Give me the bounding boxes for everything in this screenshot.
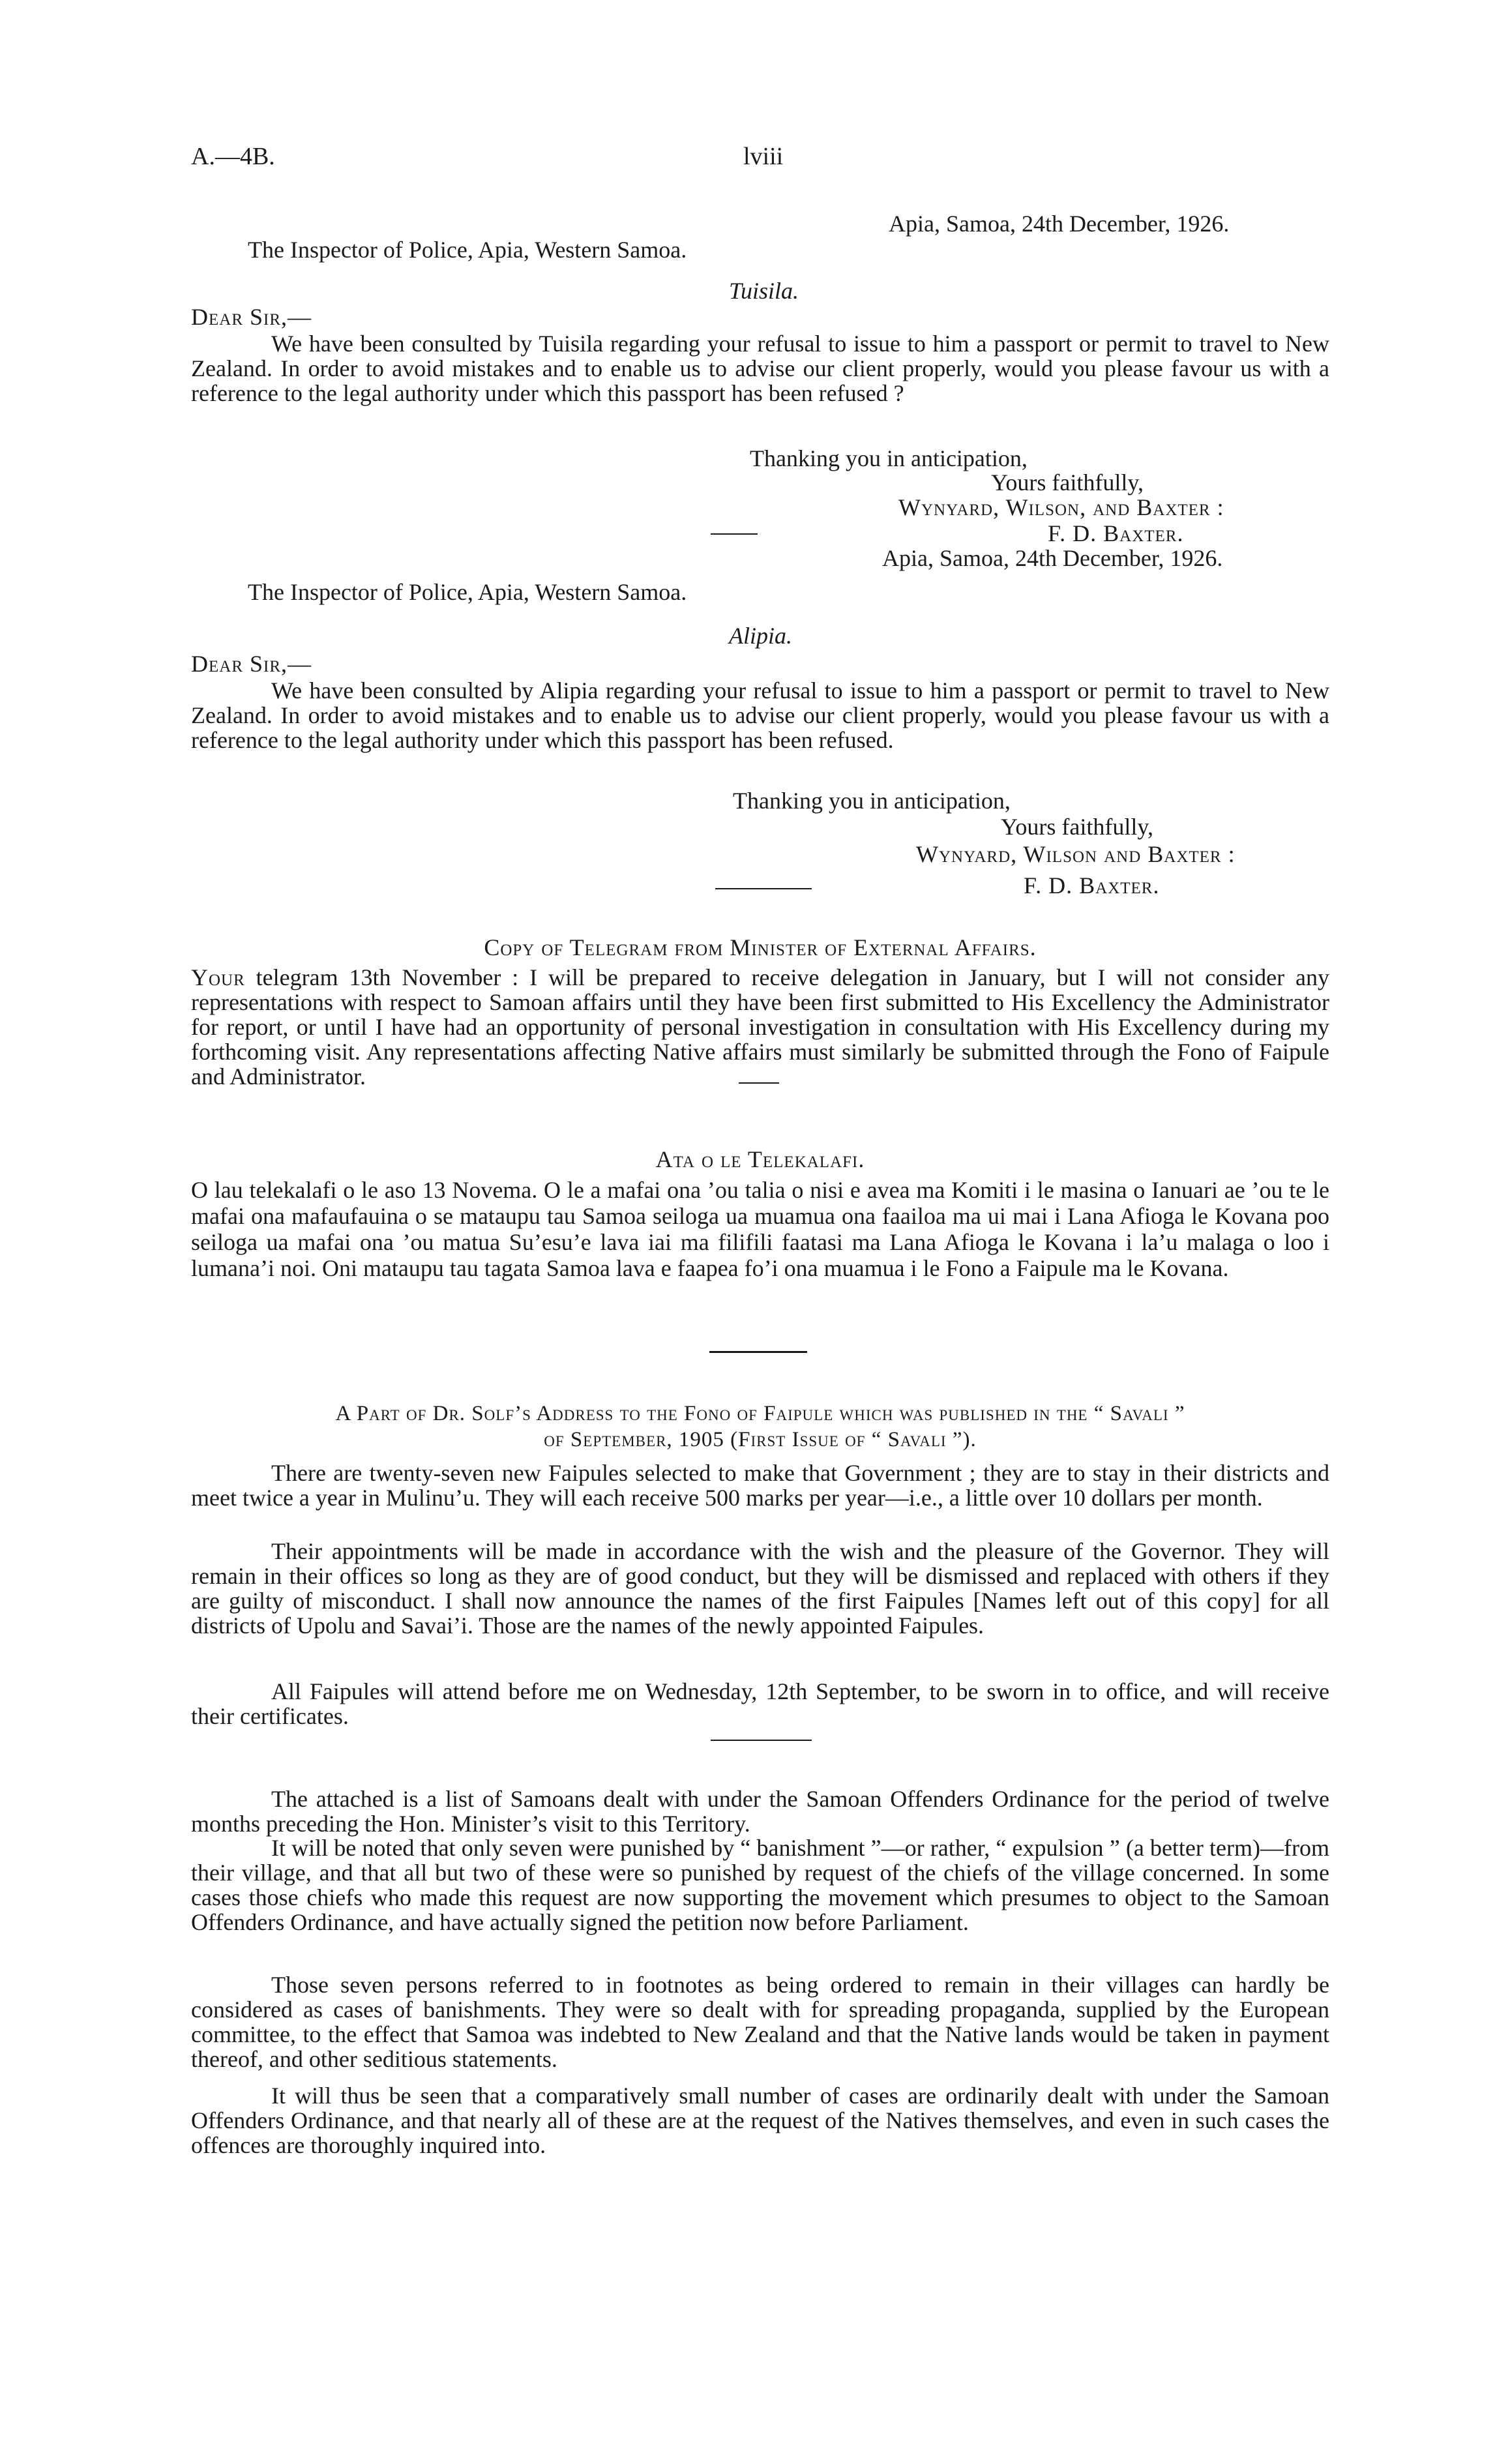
solf-heading-line1: A Part of Dr. Solf’s Address to the Fono of Faipule which was published in the “ Savali ” (335, 1402, 1185, 1425)
telegram-lead: Your (191, 964, 245, 990)
offenders-para2: It will be noted that only seven were punished by “ banishment ”—or rather, “ expulsion ” (a better term)—from their village, and that all but two of these were so punished by request of the chiefs of the village concerned. In some cases those chiefs who made this request are now supporting the movement which presumes to object to the Samoan Offenders Ordinance, and have actually signed the petition now before Parliament. (191, 1835, 1329, 1935)
telegram-text: telegram 13th November : I will be prepared to receive delegation in January, but I will not consider any representations with respect to Samoan affairs until they have been first submitted to His Excellency the Administrator for report, or until I have had an opportunity of personal investigation in consultation with His Excellency during my forthcoming visit. Any representations affecting Native affairs must similarly be submitted through the Fono of Faipule and Administrator. (191, 964, 1329, 1090)
samoan-heading: Ata o le Telekalafi. (655, 1146, 865, 1172)
page-number: lviii (743, 143, 784, 170)
solf-divider (711, 1740, 812, 1741)
offenders-para4: It will thus be seen that a comparatively small number of cases are ordinarily dealt with under the Samoan Offenders Ordinance, and that nearly all of these are at the request of the Natives themselves, and even in such cases the offences are thoroughly inquired into. (191, 2083, 1329, 2158)
letter2-firm: Wynyard, Wilson and Baxter : (916, 841, 1236, 867)
letter1-addressee: The Inspector of Police, Apia, Western Samoa. (248, 237, 687, 263)
letter2-closing1: Thanking you in anticipation, (733, 788, 1011, 814)
letter2-signatory: F. D. Baxter. (1024, 872, 1160, 898)
letter1-signatory: F. D. Baxter. (1048, 520, 1184, 546)
telegram-heading: Copy of Telegram from Minister of External Affairs. (484, 934, 1037, 960)
letter1-signature-rule (711, 533, 758, 535)
letter2-subject: Alipia. (729, 623, 792, 649)
letter1-closing2: Yours faithfully, (991, 469, 1144, 496)
letter2-date: Apia, Samoa, 24th December, 1926. (882, 545, 1223, 571)
offenders-para1: The attached is a list of Samoans dealt with under the Samoan Offenders Ordinance for the period of twelve months preceding the Hon. Minister’s visit to this Territory. (191, 1786, 1329, 1837)
page-header-ref: A.—4B. (191, 143, 275, 170)
letter2-closing2: Yours faithfully, (1001, 814, 1154, 840)
letter1-firm: Wynyard, Wilson, and Baxter : (898, 494, 1224, 520)
letter1-subject: Tuisila. (729, 278, 799, 304)
samoan-body: O lau telekalafi o le aso 13 Novema. O le a mafai ona ’ou talia o nisi e avea ma Komiti i le masina o Ianuari ae ’ou te le mafai ona mafaufauina o se mataupu tau Samoa seiloga ua muamua ona faailoa ma ui mai i Lana Afioga le Kovana poo seiloga ua mafai ona ’ou matua Su’esu’e lava iai ma filifili faatasi ma Lana Afioga le Kovana i la’u malaga o loo i lumana’i noi. Oni mataupu tau tagata Samoa lava e faapea fo’i ona muamua i le Fono a Faipule ma le Kovana. (191, 1177, 1329, 1281)
letter1-date: Apia, Samoa, 24th December, 1926. (889, 211, 1230, 237)
solf-para2: Their appointments will be made in accordance with the wish and the pleasure of the Governor. They will remain in their offices so long as they are of good conduct, but they will be dismissed and replaced with others if they are guilty of misconduct. I shall now announce the names of the first Faipules [Names left out of this copy] for all districts of Upolu and Savai’i. Those are the names of the newly appointed Faipules. (191, 1538, 1329, 1639)
solf-para1: There are twenty-seven new Faipules selected to make that Government ; they are to stay in their districts and meet twice a year in Mulinu’u. They will each receive 500 marks per year—i.e., a little over 10 dollars per month. (191, 1460, 1329, 1511)
letter1-body: We have been consulted by Tuisila regarding your refusal to issue to him a passport or permit to travel to New Zealand. In order to avoid mistakes and to enable us to advise our client properly, would you please favour us with a reference to the legal authority under which this passport has been refused ? (191, 331, 1329, 406)
letter2-signature-rule (715, 888, 812, 889)
letter2-addressee: The Inspector of Police, Apia, Western Samoa. (248, 579, 687, 605)
samoan-divider (709, 1351, 807, 1353)
telegram-body (191, 965, 1329, 1089)
letter1-salutation: Dear Sir,— (191, 304, 312, 330)
offenders-para3: Those seven persons referred to in footnotes as being ordered to remain in their villages can hardly be considered as cases of banishments. They were so dealt with for spreading propaganda, supplied by the European committee, to the effect that Samoa was indebted to New Zealand and that the Native lands would be taken in payment thereof, and other seditious statements. (191, 1972, 1329, 2072)
letter2-salutation: Dear Sir,— (191, 651, 312, 677)
solf-para3: All Faipules will attend before me on Wednesday, 12th September, to be sworn in to office, and will receive their certificates. (191, 1678, 1329, 1729)
solf-heading-line2: of September, 1905 (First Issue of “ Savali ”). (544, 1428, 977, 1451)
letter2-body: We have been consulted by Alipia regarding your refusal to issue to him a passport or permit to travel to New Zealand. In order to avoid mistakes and to enable us to advise our client properly, would you please favour us with a reference to the legal authority under which this passport has been refused. (191, 677, 1329, 753)
telegram-divider (739, 1082, 779, 1084)
letter1-closing1: Thanking you in anticipation, (750, 445, 1028, 471)
